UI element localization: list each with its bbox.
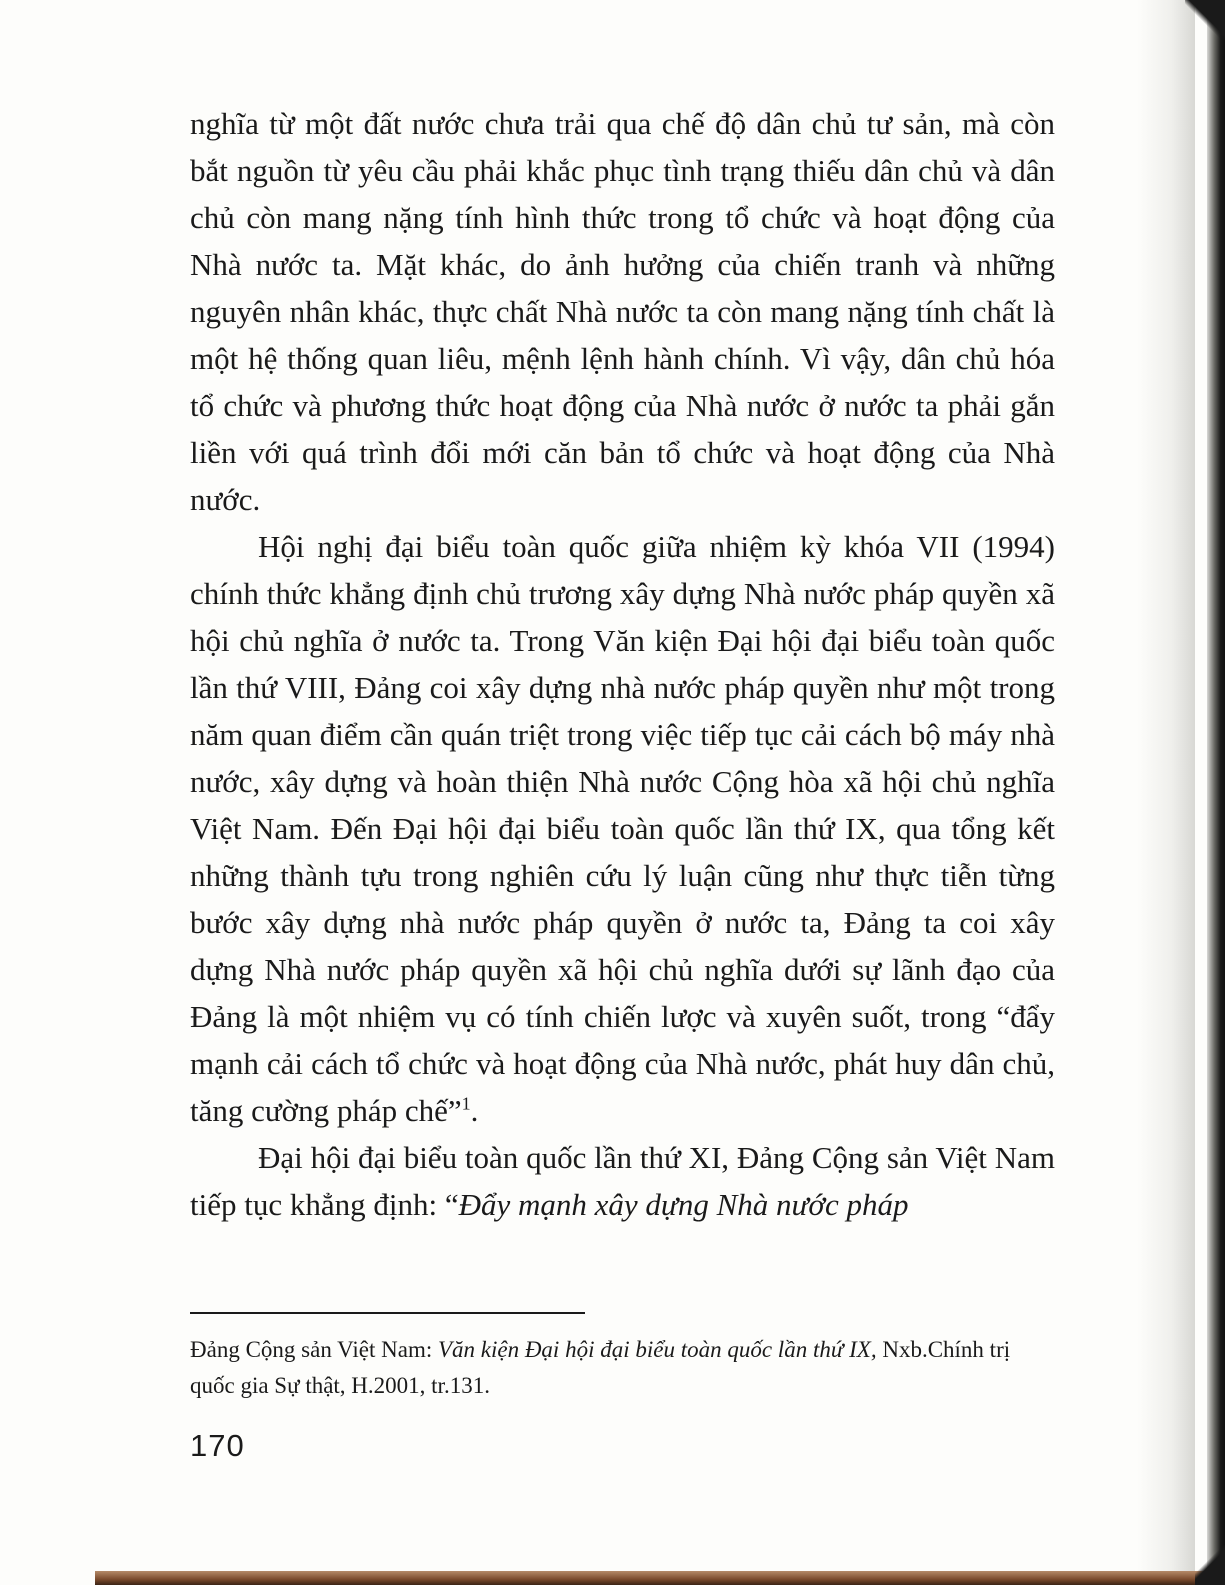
footnote-suffix: Nxb.Chính trị quốc gia Sự thật, H.2001, tr.131. [190,1337,1011,1398]
page-number: 170 [190,1428,245,1463]
paragraph-3 [190,1134,1055,1228]
footnote-reference[interactable]: 1 [461,1093,471,1114]
page-spine-shadow [1137,0,1195,1585]
body-text [190,100,1055,1228]
paragraph-2 [190,523,1055,1134]
paragraph-1 [190,100,1055,523]
footnote [190,1332,1060,1404]
paragraph-2-end: . [470,1093,479,1128]
paragraph-3-text: Đại hội đại biểu toàn quốc lần thứ XI, Đảng Cộng sản Việt Nam tiếp tục khẳng định: “ [190,1140,1055,1222]
scan-bottom-edge [95,1571,1225,1585]
footnote-divider [190,1312,585,1314]
footnote-title: Văn kiện Đại hội đại biểu toàn quốc lần thứ IX, [437,1337,877,1362]
paragraph-3-italic-quote: Đẩy mạnh xây dựng Nhà nước pháp [458,1187,909,1222]
book-edge [1207,0,1225,1585]
scan-corner-bottom [1195,1545,1225,1585]
paragraph-2-text: Hội nghị đại biểu toàn quốc giữa nhiệm kỳ khóa VII (1994) chính thức khẳng định chủ trương xây dựng Nhà nước pháp quyền xã hội chủ nghĩa ở nước ta. Trong Văn kiện Đại hội đại biểu toàn quốc lần thứ VIII, Đảng coi xây dựng nhà nước pháp quyền như một trong năm quan điểm cần quán triệt trong việc tiếp tục cải cách bộ máy nhà nước, xây dựng và hoàn thiện Nhà nước Cộng hòa xã hội chủ nghĩa Việt Nam. Đến Đại hội đại biểu toàn quốc lần thứ IX, qua tổng kết những thành tựu trong nghiên cứu lý luận cũng như thực tiễn từng bước xây dựng nhà nước pháp quyền ở nước ta, Đảng ta coi xây dựng Nhà nước pháp quyền xã hội chủ nghĩa dưới sự lãnh đạo của Đảng là một nhiệm vụ có tính chiến lược và xuyên suốt, trong “đẩy mạnh cải cách tổ chức và hoạt động của Nhà nước, phát huy dân chủ, tăng cường pháp chế” [190,529,1055,1128]
footnote-prefix: Đảng Cộng sản Việt Nam: [190,1337,438,1362]
paragraph-1-text: nghĩa từ một đất nước chưa trải qua chế độ dân chủ tư sản, mà còn bắt nguồn từ yêu cầu phải khắc phục tình trạng thiếu dân chủ và dân chủ còn mang nặng tính hình thức trong tổ chức và hoạt động của Nhà nước ta. Mặt khác, do ảnh hưởng của chiến tranh và những nguyên nhân khác, thực chất Nhà nước ta còn mang nặng tính chất là một hệ thống quan liêu, mệnh lệnh hành chính. Vì vậy, dân chủ hóa tổ chức và phương thức hoạt động của Nhà nước ở nước ta phải gắn liền với quá trình đổi mới căn bản tổ chức và hoạt động của Nhà nước. [190,106,1055,517]
scan-corner-top [1185,0,1225,40]
